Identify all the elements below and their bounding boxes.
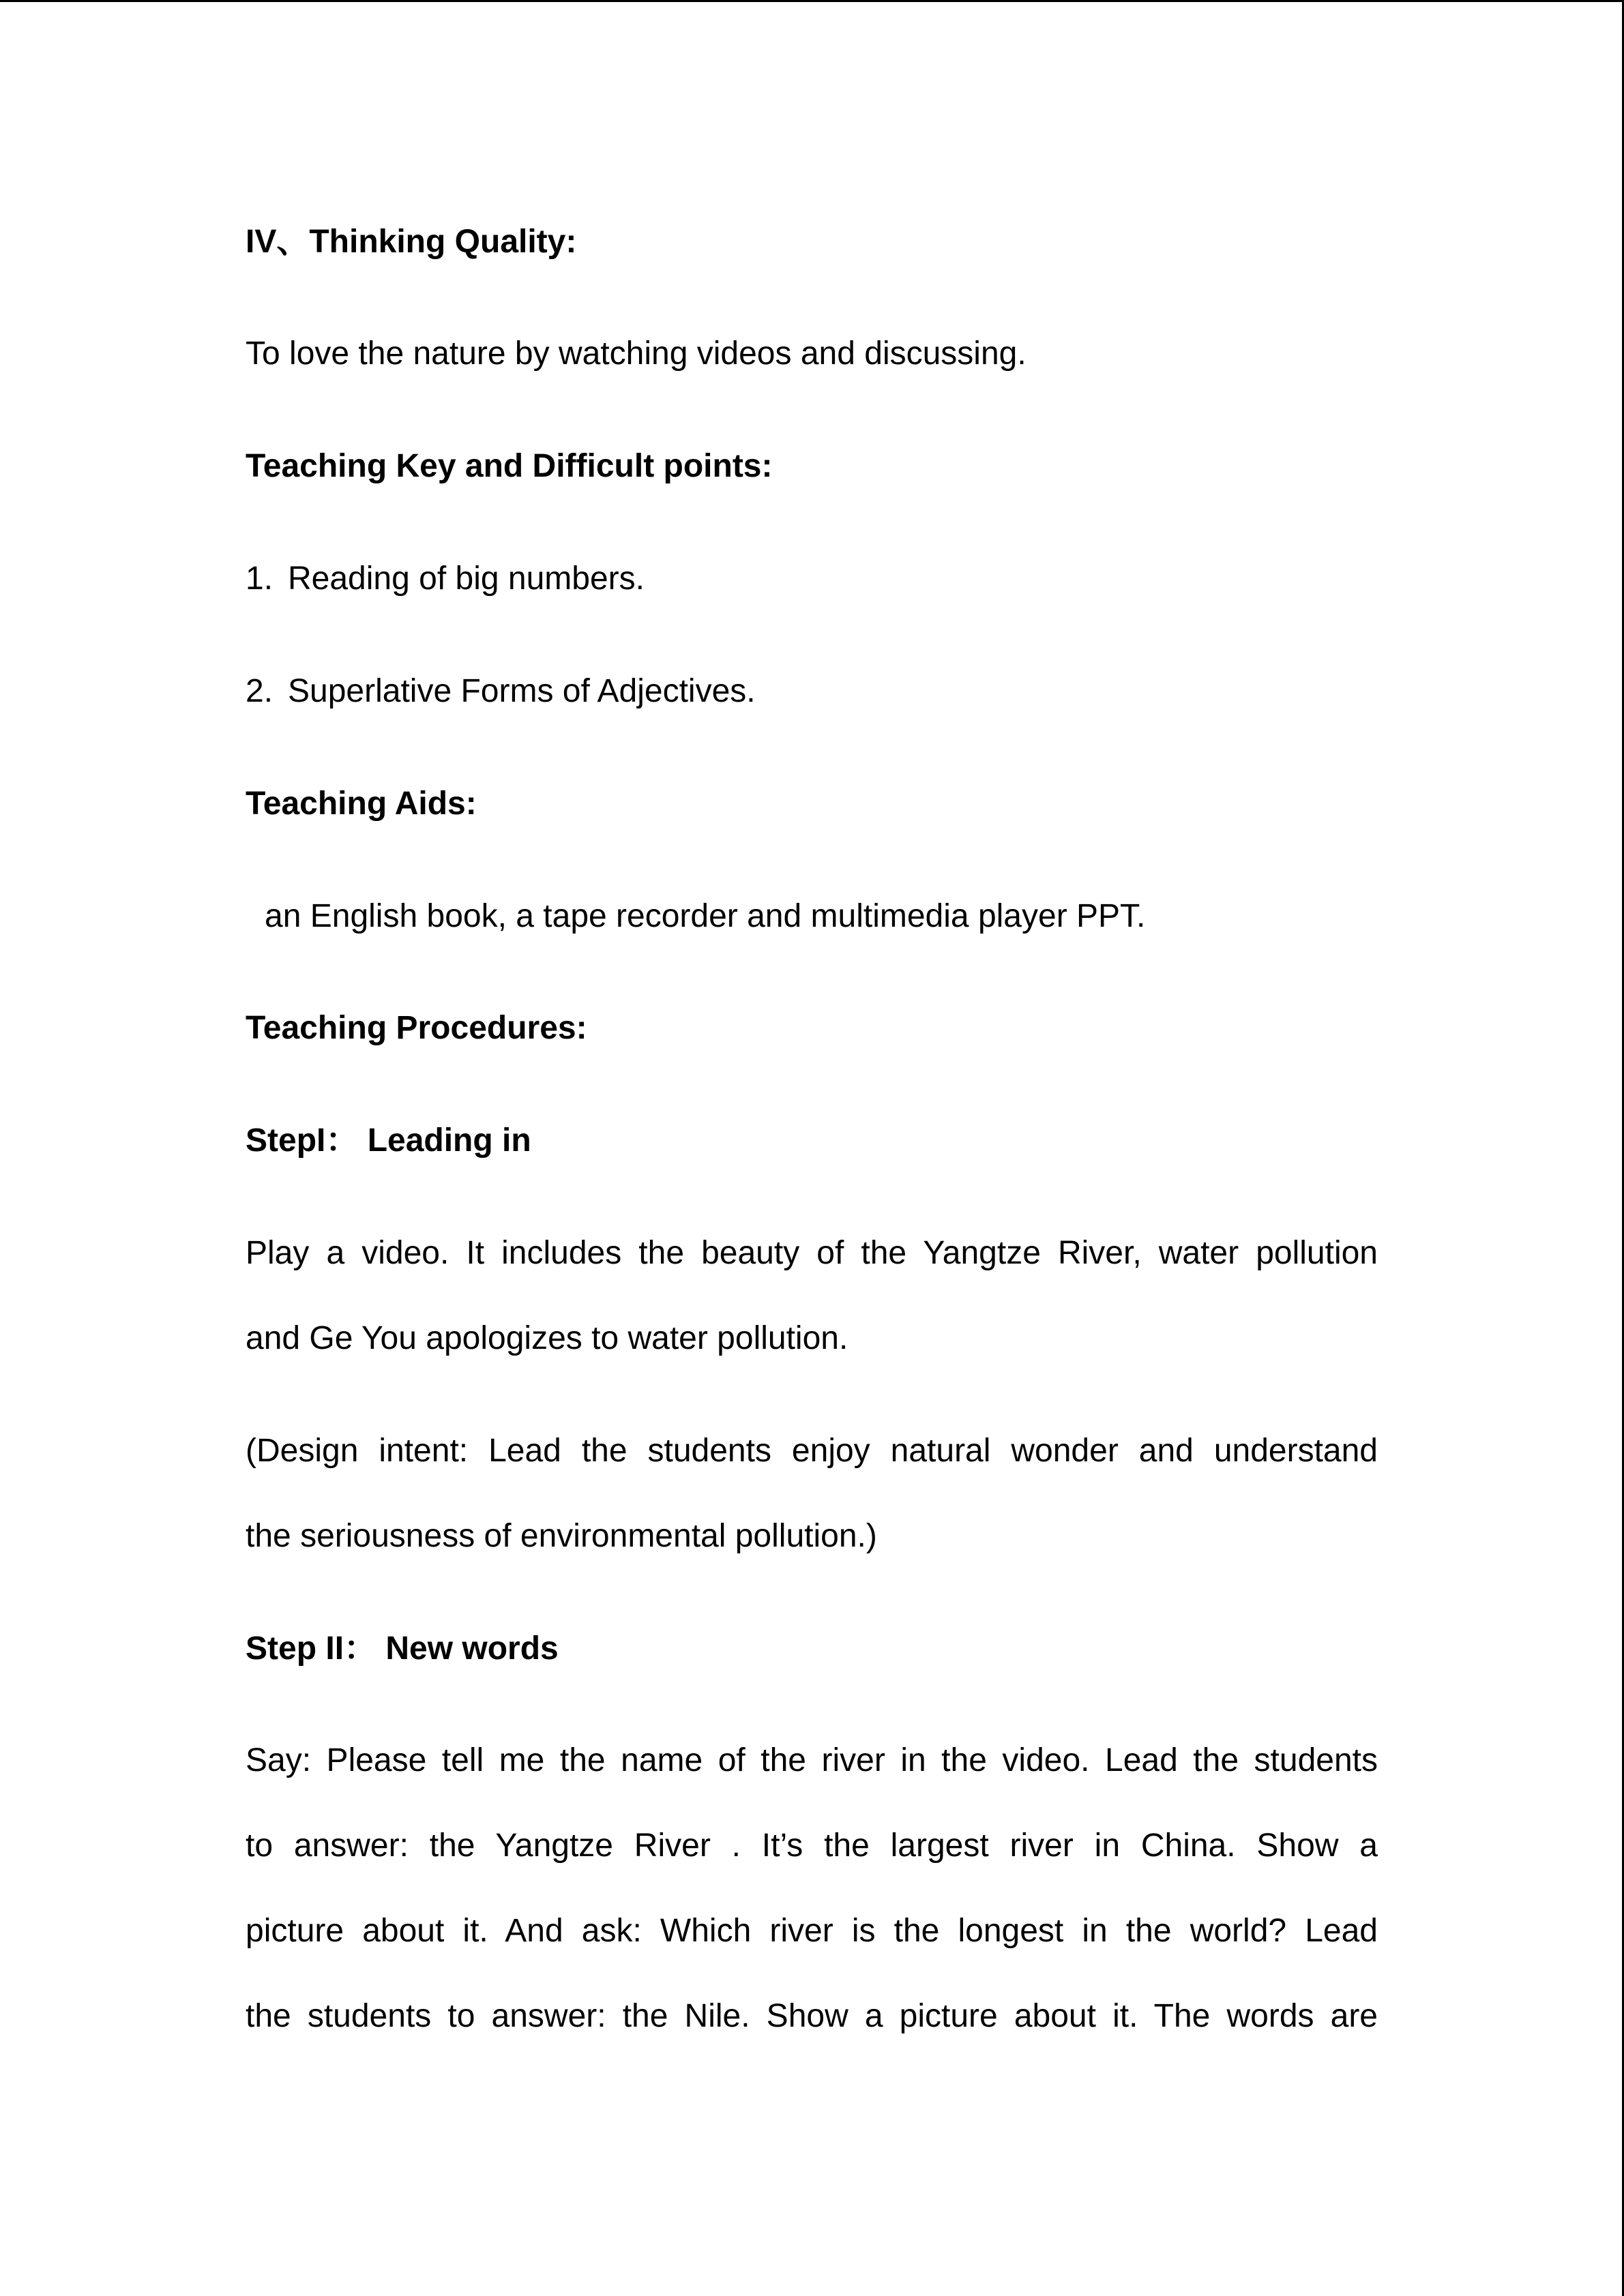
step2-paragraph-line: the students to answer: the Nile. Show a picture about it. The words are [246,1998,1378,2034]
step2-paragraph-line: to answer: the Yangtze River . It’s the largest river in China. Show a [246,1828,1378,1864]
key-point-item [246,558,645,599]
key-point-text: Superlative Forms of Adjectives. [288,673,756,709]
key-point-text: Reading of big numbers. [288,561,645,597]
design-intent-line: the seriousness of environmental pollution.) [246,1518,877,1554]
heading-teaching-aids: Teaching Aids: [246,786,477,822]
key-point-number: 2. [246,673,274,709]
step2-paragraph-line: Say: Please tell me the name of the river in the video. Lead the students [246,1742,1378,1778]
step2-heading: Step II： New words [246,1630,559,1667]
step2-paragraph-line: picture about it. And ask: Which river is the longest in the world? Lead [246,1913,1378,1949]
heading-teaching-procedures: Teaching Procedures: [246,1010,587,1046]
key-point-item [246,671,756,712]
heading-key-points: Teaching Key and Difficult points: [246,448,773,484]
thinking-quality-text: To love the nature by watching videos and discussing. [246,336,1027,372]
teaching-aids-text: an English book, a tape recorder and multimedia player PPT. [265,898,1146,934]
step1-paragraph-line: and Ge You apologizes to water pollution. [246,1320,848,1356]
step1-paragraph-line: Play a video. It includes the beauty of the Yangtze River, water pollution [246,1235,1378,1271]
heading-thinking-quality: IV、Thinking Quality: [246,224,577,260]
key-point-number: 1. [246,561,274,597]
design-intent-line: (Design intent: Lead the students enjoy natural wonder and understand [246,1433,1378,1469]
step1-heading: StepI： Leading in [246,1122,531,1159]
